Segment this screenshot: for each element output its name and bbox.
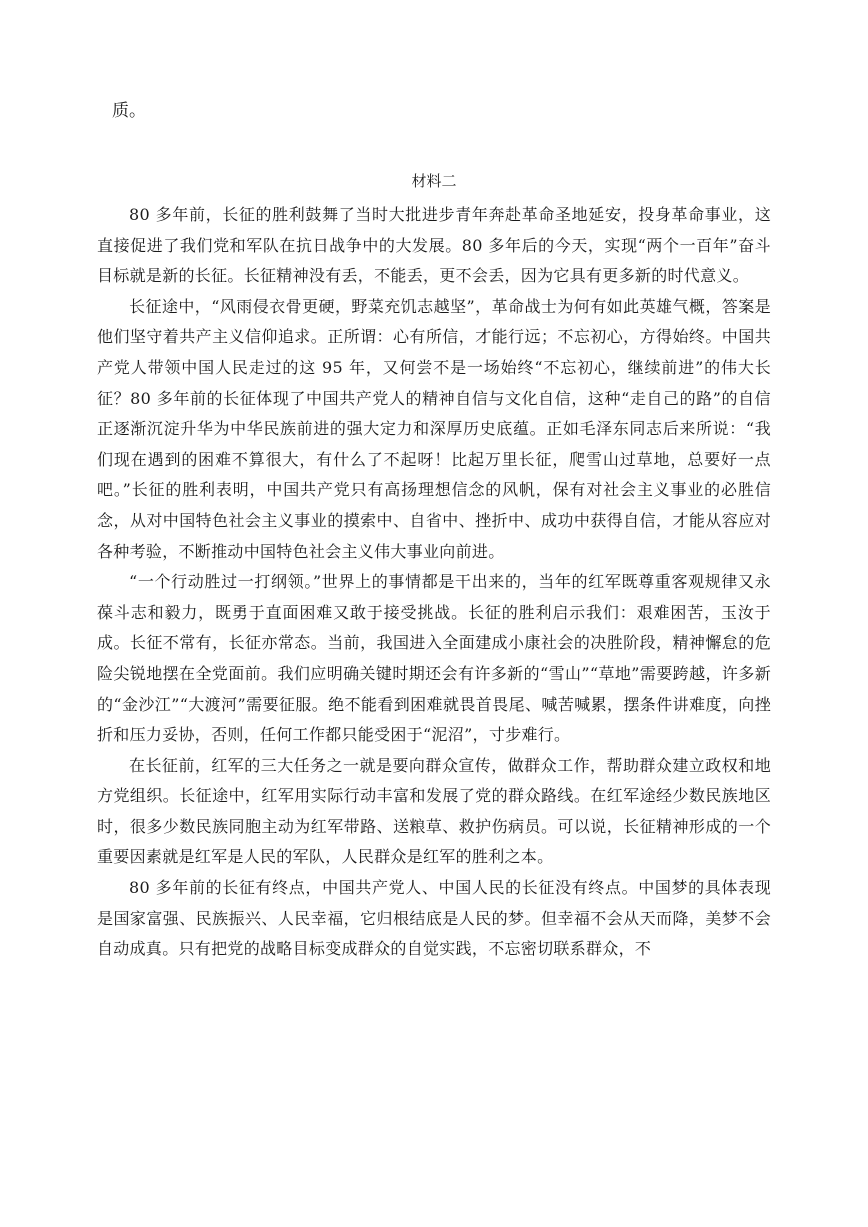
- section-heading: 材料二: [411, 172, 457, 190]
- paragraph-1: 80 多年前，长征的胜利鼓舞了当时大批进步青年奔赴革命圣地延安，投身革命事业，这直接促进了我们党和军队在抗日战争中的大发展。80 多年后的今天，实现“两个一百年”奋斗目标就是新的长征。长征精神没有丢，不能丢，更不会丢，因为它具有更多新的时代意义。: [97, 205, 771, 286]
- paragraph-3: “一个行动胜过一打纲领。”世界上的事情都是干出来的，当年的红军既尊重客观规律又永葆斗志和毅力，既勇于直面困难又敢于接受挑战。长征的胜利启示我们：艰难困苦，玉汝于成。长征不常有，长征亦常态。当前，我国进入全面建成小康社会的决胜阶段，精神懈怠的危险尖锐地摆在全党面前。我们应明确关键时期还会有许多新的“雪山”“草地”需要跨越，许多新的“金沙江”“大渡河”需要征服。绝不能看到困难就畏首畏尾、喊苦喊累，摆条件讲难度，向挫折和压力妥协，否则，任何工作都只能受困于“泥沼”，寸步难行。: [97, 572, 771, 745]
- paragraph-5: 80 多年前的长征有终点，中国共产党人、中国人民的长征没有终点。中国梦的具体表现是国家富强、民族振兴、人民幸福，它归根结底是人民的梦。但幸福不会从天而降，美梦不会自动成真。只有把党的战略目标变成群众的自觉实践，不忘密切联系群众，不: [97, 878, 771, 959]
- continued-text-fragment: 质。: [112, 101, 146, 121]
- paragraph-4: 在长征前，红军的三大任务之一就是要向群众宣传，做群众工作，帮助群众建立政权和地方党组织。长征途中，红军用实际行动丰富和发展了党的群众路线。在红军途经少数民族地区时，很多少数民族同胞主动为红军带路、送粮草、救护伤病员。可以说，长征精神形成的一个重要因素就是红军是人民的军队，人民群众是红军的胜利之本。: [97, 755, 771, 867]
- paragraph-2: 长征途中，“风雨侵衣骨更硬，野菜充饥志越坚”，革命战士为何有如此英雄气概，答案是他们坚守着共产主义信仰追求。正所谓：心有所信，才能行远；不忘初心，方得始终。中国共产党人带领中国人民走过的这 95 年，又何尝不是一场始终“不忘初心，继续前进”的伟大长征？80 多年前的长征体现了中国共产党人的精神自信与文化自信，这种“走自己的路”的自信正逐渐沉淀升华为中华民族前进的强大定力和深厚历史底蕴。正如毛泽东同志后来所说：“我们现在遇到的困难不算很大，有什么了不起呀！比起万里长征，爬雪山过草地，总要好一点吧。”长征的胜利表明，中国共产党只有高扬理想信念的风帆，保有对社会主义事业的必胜信念，从对中国特色社会主义事业的摸索中、自省中、挫折中、成功中获得自信，才能从容应对各种考验，不断推动中国特色社会主义伟大事业向前进。: [97, 296, 771, 561]
- body-text: [97, 200, 771, 965]
